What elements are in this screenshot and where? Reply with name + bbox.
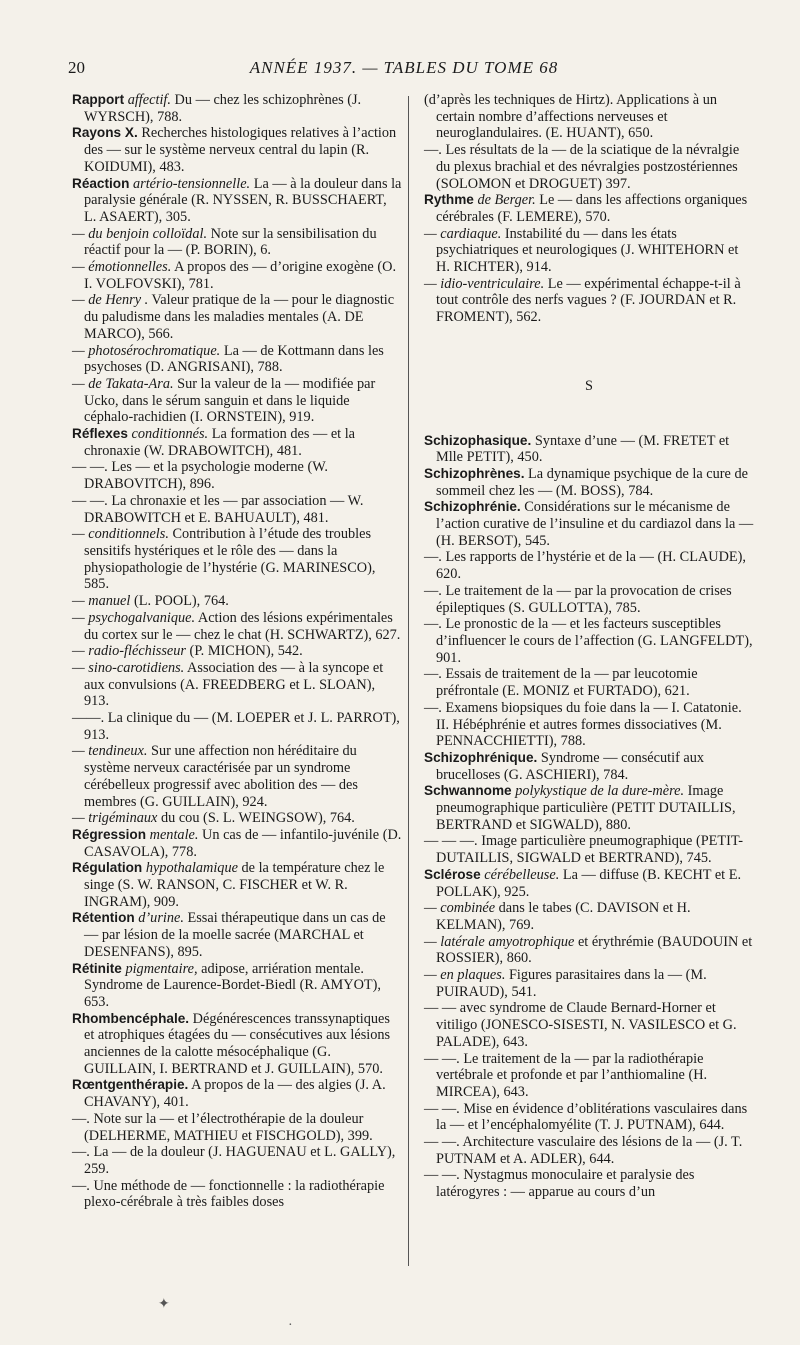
index-entry xyxy=(72,810,402,827)
entry-text: Essai thérapeutique dans un cas de — par lésion de la moelle sacrée (MARCHAL et DESENFANS), 895. xyxy=(84,910,386,960)
index-entry xyxy=(424,1000,754,1050)
entry-heading: Schizophrènes. xyxy=(424,465,525,481)
entry-text: Un cas de — infantilo-juvénile (D. CASAVOLA), 778. xyxy=(84,826,402,860)
index-entry xyxy=(424,276,754,326)
entry-keyword: artério-tensionnelle. xyxy=(133,175,251,192)
entry-text: —. Les résultats de la — de la sciatique de la névralgie du plexus brachial et des névralgies postzostériennes (SOLOMON et DROGUET) 397. xyxy=(424,142,740,192)
index-entry xyxy=(72,292,402,342)
index-entry xyxy=(424,549,754,582)
index-entry xyxy=(424,867,754,900)
entry-keyword: de Berger. xyxy=(477,192,536,209)
index-entry xyxy=(424,1051,754,1101)
entry-text: La — diffuse (B. KECHT et E. POLLAK), 925. xyxy=(436,866,742,900)
entry-text: de la température chez le singe (S. W. RANSON, C. FISCHER et W. R. INGRAM), 909. xyxy=(84,860,385,910)
index-entry xyxy=(72,1144,402,1177)
entry-text: Syntaxe d’une — (M. FRETET et Mlle PETIT), 450. xyxy=(436,432,730,466)
entry-keyword: — conditionnels. xyxy=(72,526,169,543)
entry-text: Figures parasitaires dans la — (M. PUIRAUD), 541. xyxy=(436,967,707,1000)
entry-keyword: d’urine. xyxy=(138,910,184,927)
entry-heading: Rhombencéphale. xyxy=(72,1010,190,1026)
index-entry xyxy=(424,466,754,499)
entry-text: Contribution à l’étude des troubles sensitifs hystériques et le rôle des — dans la physiopathologie de l’hystérie (G. MARINESCO), 585. xyxy=(84,526,376,593)
entry-text: —. Le traitement de la — par la provocation de crises épileptiques (S. GULLOTTA), 785. xyxy=(424,582,732,616)
entry-text: —. Note sur la — et l’électrothérapie de la douleur (DELHERME, MATHIEU et FISCHGOLD), 399. xyxy=(72,1110,373,1144)
entry-heading: Régulation xyxy=(72,860,143,876)
index-entry xyxy=(72,860,402,910)
index-entry xyxy=(424,700,754,750)
entry-text: (d’après les techniques de Hirtz). Applications à un certain nombre d’affections nerveuses et neuroglandulaires. (E. HUANT), 650. xyxy=(424,92,717,142)
entry-heading: Rythme xyxy=(424,192,474,208)
index-entry xyxy=(72,459,402,492)
index-entry xyxy=(72,593,402,610)
index-entry xyxy=(424,750,754,783)
entry-heading: Schizophrénique. xyxy=(424,749,538,765)
entry-keyword: affectif. xyxy=(127,92,171,108)
index-entry xyxy=(72,526,402,593)
entry-heading: Rapport xyxy=(72,92,125,107)
entry-keyword: — photosérochromatique. xyxy=(72,342,221,359)
entry-text: ——. La clinique du — (M. LOEPER et J. L. PARROT), 913. xyxy=(72,710,400,743)
entry-keyword: — latérale amyotrophique xyxy=(424,933,575,950)
entry-text: —. Une méthode de — fonctionnelle : la radiothérapie plexo-cérébrale à très faibles doses xyxy=(72,1177,385,1211)
entry-text: — — avec syndrome de Claude Bernard-Horner et vitiligo (JONESCO-SISESTI, N. VASILESCO et G. PALADE), 643. xyxy=(424,1000,737,1050)
page-header xyxy=(68,52,740,88)
entry-text: Le — dans les affections organiques cérébrales (F. LEMERE), 570. xyxy=(436,192,748,225)
index-entry xyxy=(72,343,402,376)
entry-keyword: — manuel xyxy=(72,593,131,610)
index-entry xyxy=(72,125,402,175)
entry-keyword: — sino-carotidiens. xyxy=(72,659,185,676)
entry-text: A propos des — d’origine exogène (O. I. VOLFOVSKI), 781. xyxy=(84,259,397,292)
entry-text: —. La — de la douleur (J. HAGUENAU et L. GALLY), 259. xyxy=(72,1144,396,1177)
entry-text: du cou (S. L. WEINGSOW), 764. xyxy=(157,810,355,827)
entry-text: Recherches histologiques relatives à l’action des — sur le système nerveux central du lapin (R. KOIDUMI), 483. xyxy=(84,125,397,175)
index-entry xyxy=(72,710,402,743)
index-entry xyxy=(72,743,402,810)
entry-keyword: — du benjoin colloïdal. xyxy=(72,225,208,242)
entry-heading: Rétinite xyxy=(72,960,122,976)
entry-text: Le — expérimental échappe-t-il à tout contrôle des nerfs vagues ? (F. JOURDAN et R. FROMENT), 562. xyxy=(436,275,741,326)
entry-text: La — de Kottmann dans les psychoses (D. ANGRISANI), 788. xyxy=(84,342,384,376)
index-entry xyxy=(72,226,402,259)
entry-text: — —. Mise en évidence d’oblitérations vasculaires dans la — et l’encéphalomyélite (T. J. PUTNAM), 644. xyxy=(424,1100,748,1134)
entry-text: Dégénérescences transsynaptiques et atrophiques étagées du — consécutives aux lésions anciennes de la calotte mésocéphalique (G. GUILLAIN, I. BERTRAND et J. GUILLAIN), 570. xyxy=(84,1010,391,1077)
entry-keyword: hypothalamique xyxy=(145,860,238,877)
index-entry xyxy=(72,176,402,226)
entry-keyword: — trigéminaux xyxy=(72,810,158,827)
index-entry xyxy=(424,833,754,866)
entry-text: —. Examens biopsiques du foie dans la — I. Catatonie. II. Hébéphrénie et autres formes dissociatives (M. PENNACCHIETTI), 788. xyxy=(424,699,742,750)
entry-heading: Sclérose xyxy=(424,866,481,882)
entry-keyword: — cardiaque. xyxy=(424,225,502,242)
index-entry xyxy=(72,961,402,1011)
index-entry xyxy=(72,827,402,860)
entry-text: Syndrome — consécutif aux brucelloses (G. ASCHIERI), 784. xyxy=(436,749,705,783)
entry-keyword: — combinée xyxy=(424,900,496,917)
entry-keyword: — radio-fléchisseur xyxy=(72,643,186,660)
index-entry xyxy=(424,967,754,1000)
entry-heading: Rétention xyxy=(72,910,135,926)
entry-keyword: — en plaques. xyxy=(424,967,506,984)
entry-keyword: — de Henry . xyxy=(72,292,149,309)
index-entry xyxy=(424,142,754,192)
entry-text: — —. Nystagmus monoculaire et paralysie des latérogyres : — apparue au cours d’un xyxy=(424,1167,695,1201)
index-entry xyxy=(72,1077,402,1110)
running-title: ANNÉE 1937. — TABLES DU TOME 68 xyxy=(249,58,559,77)
entry-text: La — à la douleur dans la paralysie générale (R. NYSSEN, R. BUSSCHAERT, L. ASAERT), 305. xyxy=(84,175,402,225)
entry-keyword: — idio-ventriculaire. xyxy=(424,275,545,292)
entry-keyword: pigmentaire, xyxy=(125,960,198,977)
column-divider xyxy=(408,96,409,1266)
entry-text: et érythrémie (BAUDOUIN et ROSSIER), 860. xyxy=(436,933,753,967)
index-entry xyxy=(72,92,402,125)
print-mark: ✦ xyxy=(158,1297,170,1312)
index-entry xyxy=(424,92,754,142)
entry-text: — —. La chronaxie et les — par association — W. DRABOWITCH et E. BAHUAULT), 481. xyxy=(72,492,364,526)
page-number: 20 xyxy=(68,58,85,77)
entry-text: — —. Architecture vasculaire des lésions de la — (J. T. PUTNAM et A. ADLER), 644. xyxy=(424,1134,743,1167)
index-entry xyxy=(72,643,402,660)
index-entry xyxy=(424,783,754,833)
index-entry xyxy=(424,499,754,549)
entry-heading: Réflexes xyxy=(72,426,128,442)
entry-text: —. Les rapports de l’hystérie et de la — (H. CLAUDE), 620. xyxy=(424,549,746,583)
entry-text: Association des — à la syncope et aux convulsions (A. FREEDBERG et L. SLOAN), 913. xyxy=(84,659,384,710)
index-entry xyxy=(424,192,754,225)
index-entry xyxy=(72,1111,402,1144)
index-entry xyxy=(72,493,402,526)
entry-heading: Schizophasique. xyxy=(424,432,532,448)
entry-text: Instabilité du — dans les états psychiatriques et neurologiques (J. WHITEHORN et H. RICHTER), 914. xyxy=(436,225,739,276)
print-mark: · xyxy=(288,1318,293,1333)
index-entry xyxy=(424,934,754,967)
index-entry xyxy=(72,259,402,292)
index-entry xyxy=(72,1178,402,1211)
entry-text: dans le tabes (C. DAVISON et H. KELMAN), 769. xyxy=(436,900,691,933)
entry-keyword: — émotionnelles. xyxy=(72,259,172,276)
entry-text: Action des lésions expérimentales du cortex sur le — chez le chat (H. SCHWARTZ), 627. xyxy=(84,609,401,643)
entry-text: (L. POOL), 764. xyxy=(130,593,229,610)
entry-text: (P. MICHON), 542. xyxy=(185,643,303,660)
entry-text: Valeur pratique de la — pour le diagnostic du paludisme dans les maladies mentales (A. DE MARCO), 566. xyxy=(84,292,395,342)
index-entry xyxy=(424,616,754,666)
index-entry xyxy=(424,1134,754,1167)
entry-text: Du — chez les schizophrènes (J. WYRSCH), 788. xyxy=(84,92,362,125)
index-entry xyxy=(72,376,402,426)
entry-text: A propos de la — des algies (J. A. CHAVANY), 401. xyxy=(84,1077,386,1111)
entry-text: La formation des — et la chronaxie (W. DRABOWITCH), 481. xyxy=(84,426,356,459)
index-entry xyxy=(424,226,754,276)
entry-heading: Rœntgenthérapie. xyxy=(72,1077,189,1093)
entry-heading: Réaction xyxy=(72,175,130,191)
entry-keyword: mentale. xyxy=(149,826,199,843)
index-entry xyxy=(72,910,402,960)
entry-text: — —. Les — et la psychologie moderne (W. DRABOVITCH), 896. xyxy=(72,459,328,493)
entry-text: — — —. Image particulière pneumographique (PETIT-DUTAILLIS, SIGWALD et BERTRAND), 745. xyxy=(424,833,744,867)
entry-heading: Régression xyxy=(72,826,147,842)
index-entry xyxy=(424,666,754,699)
entry-text: —. Le pronostic de la — et les facteurs susceptibles d’influencer le cours de l’affection (G. LANGFELDT), 901. xyxy=(424,616,753,666)
entry-keyword: — psychogalvanique. xyxy=(72,609,196,626)
index-entry xyxy=(424,433,754,466)
entry-keyword: — de Takata-Ara. xyxy=(72,375,174,392)
entry-keyword: cérébelleuse. xyxy=(484,866,560,883)
index-entry xyxy=(424,1101,754,1134)
index-entry xyxy=(72,610,402,643)
entry-keyword: polykystique de la dure-mère. xyxy=(515,783,685,800)
entry-heading: Rayons X. xyxy=(72,125,138,141)
right-column-bottom xyxy=(424,433,754,1201)
index-entry xyxy=(424,1167,754,1200)
entry-text: Sur une affection non héréditaire du système nerveux caractérisée par un syndrome cérébelleux progressif avec abolition des — des membres (G. GUILLAIN), 924. xyxy=(84,743,358,810)
entry-keyword: conditionnés. xyxy=(131,426,209,443)
index-entry xyxy=(424,583,754,616)
section-letter: S xyxy=(585,377,593,394)
right-column-top xyxy=(424,92,754,326)
index-entry xyxy=(72,660,402,710)
entry-text: Considérations sur le mécanisme de l’action curative de l’insuline et du cardiazol dans la — (H. BERSOT), 545. xyxy=(436,499,754,549)
entry-text: — —. Le traitement de la — par la radiothérapie vertébrale et profonde et par l’anthiomaline (H. MIRCEA), 643. xyxy=(424,1050,708,1100)
index-entry xyxy=(72,1011,402,1078)
entry-text: —. Essais de traitement de la — par leucotomie préfrontale (E. MONIZ et FURTADO), 621. xyxy=(424,666,698,700)
index-entry xyxy=(424,900,754,933)
entry-text: Image pneumographique particulière (PETIT DUTAILLIS, BERTRAND et SIGWALD), 880. xyxy=(436,783,736,833)
entry-heading: Schizophrénie. xyxy=(424,499,521,515)
entry-text: La dynamique psychique de la cure de sommeil chez les — (M. BOSS), 784. xyxy=(436,465,748,499)
entry-text: Note sur la sensibilisation du réactif pour la — (P. BORIN), 6. xyxy=(84,225,377,259)
entry-text: Sur la valeur de la — modifiée par Ucko, dans le sérum sanguin et dans le liquide céphalo-rachidien (I. ORNSTEIN), 919. xyxy=(84,375,376,426)
left-column xyxy=(72,92,402,1211)
right-column xyxy=(424,92,754,1201)
index-entry xyxy=(72,426,402,459)
entry-heading: Schwannome xyxy=(424,783,512,799)
entry-keyword: — tendineux. xyxy=(72,743,148,760)
entry-text: adipose, arriération mentale. Syndrome de Laurence-Bordet-Biedl (R. AMYOT), 653. xyxy=(84,960,381,1010)
